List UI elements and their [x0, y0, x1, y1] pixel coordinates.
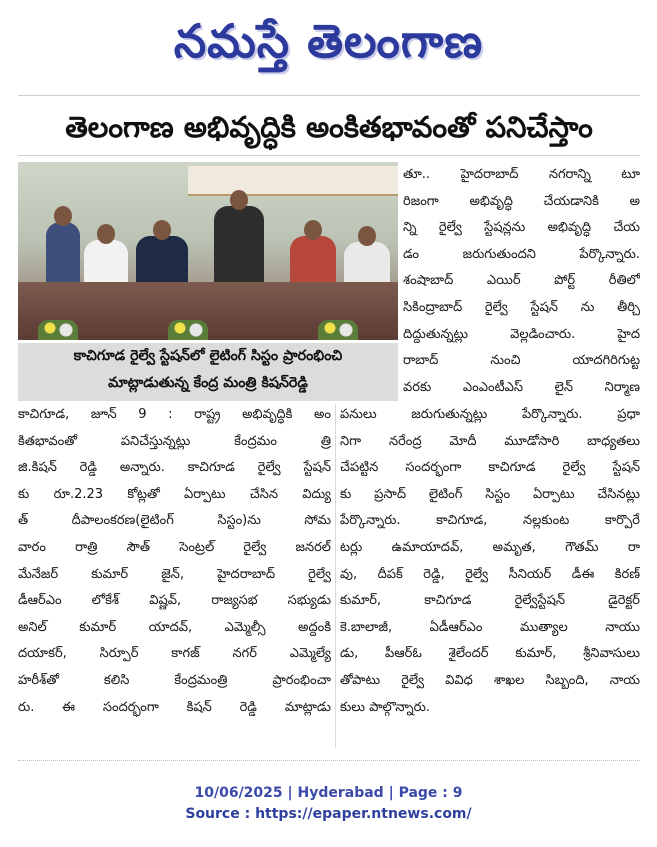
text-line: దయాకర్, సిర్పూర్ కాగజ్ నగర్ ఎమ్మెల్యే [18, 646, 331, 662]
text-line: నిగా నరేంద్ర మోదీ మూడోసారి బాధ్యతలు [340, 433, 640, 449]
text-line: కాచిగూడ, జూన్ 9 : రాష్ట్ర అభివృద్ధికి అం [18, 407, 331, 422]
article-column-right-bottom [340, 402, 640, 721]
text-line: వరకు ఎంఎంటీఎస్ లైన్ నిర్మాణ [403, 379, 640, 395]
text-line: కె.బాలాజీ, ఏడీఆర్ఎం ముత్యాల నాయు [340, 619, 640, 635]
text-line: అనిల్ కుమార్ యాదవ్, ఎమ్మెల్సీ అద్దంకి [18, 619, 331, 635]
flower-decoration [318, 320, 358, 340]
text-line: జి.కిషన్ రెడ్డి అన్నారు. కాచిగూడ రైల్వే స్టేషన్ [18, 460, 331, 476]
text-line: సికింద్రాబాద్ రైల్వే స్టేషన్ ను తీర్చి [403, 299, 640, 315]
column-divider [335, 404, 336, 748]
text-line: పేర్కొన్నారు. కాచిగూడ, నల్లకుంట కార్పొరే [340, 513, 640, 529]
text-line: డం జరుగుతుందని పేర్కొన్నారు. [403, 246, 640, 262]
headline-divider [18, 155, 640, 156]
text-line: పనులు జరుగుతున్నట్లు పేర్కొన్నారు. ప్రధా [340, 407, 640, 422]
text-line: త్ దీపాలంకరణ(లైటింగ్ సిస్టం)ను సోమ [18, 513, 331, 529]
flower-decoration [38, 320, 78, 340]
text-line: మేనేజర్ కుమార్ జైన్, హైదరాబాద్ రైల్వే [18, 566, 331, 582]
text-line: డు, పీఆర్ఓ శైలేందర్ కుమార్, శ్రీనివాసులు [340, 646, 640, 662]
text-line: వు, దీపక్ రెడ్డి, రైల్వే సీనియర్ డీఈ కిరణ్ [340, 566, 640, 582]
article-headline: తెలంగాణ అభివృద్ధికి అంకితభావంతో పనిచేస్తాం [65, 110, 593, 144]
footer-dateline: 10/06/2025 | Hyderabad | Page : 9 [194, 785, 463, 801]
text-line: కులు పాల్గొన్నారు. [340, 699, 431, 715]
text-line: తూ.. హైదరాబాద్ నగరాన్ని టూ [403, 167, 640, 182]
text-line: కుమార్, కాచిగూడ రైల్వేస్టేషన్ డైరెక్టర్ [340, 593, 640, 609]
text-line: రాబాద్ నుంచి యాదగిరిగుట్ట [403, 353, 640, 369]
caption-line: మాట్లాడుతున్న కేంద్ర మంత్రి కిషన్‌రెడ్డి [108, 375, 308, 391]
article-column-left [18, 402, 331, 721]
caption-line: కాచిగూడ రైల్వే స్టేషన్‌లో లైటింగ్ సిస్టం ప్రారంభించి [73, 348, 343, 364]
text-line: రు. ఈ సందర్భంగా కిషన్ రెడ్డి మాట్లాడు [18, 699, 331, 715]
text-line: కితభావంతో పనిచేస్తున్నట్లు కేంద్రమం త్రి [18, 433, 331, 449]
article-photo [18, 162, 398, 340]
newspaper-logo: నమస్తే తెలంగాణ [173, 14, 484, 68]
masthead [0, 6, 657, 80]
text-line: వారం రాత్రి సౌత్ సెంట్రల్ రైల్వే జనరల్ [18, 539, 331, 555]
text-line: చేపట్టిన సందర్భంగా కాచిగూడ రైల్వే స్టేషన్ [340, 460, 640, 476]
flower-decoration [168, 320, 208, 340]
text-line: హరీశ్‌తో కలిసి కేంద్రమంత్రి ప్రారంభించా [18, 672, 331, 688]
top-divider [18, 95, 640, 96]
text-line: తోపాటు రైల్వే వివిధ శాఖల సిబ్బంది, నాయ [340, 672, 640, 688]
photo-caption [18, 343, 398, 401]
article-column-right-top [403, 162, 640, 401]
text-line: టర్లు ఉమాయాదవ్, అమృత, గౌతమ్ రా [340, 539, 640, 555]
page-footer [0, 783, 657, 825]
event-banner [188, 166, 398, 196]
text-line: న్ని రైల్వే స్టేషన్లను అభివృద్ధి చేయ [403, 220, 640, 236]
text-line: కు ప్రసాద్ లైటింగ్ సిస్టం ఏర్పాటు చేసినట్లు [340, 486, 640, 502]
text-line: కు రూ.2.23 కోట్లతో ఏర్పాటు చేసిన విద్యు [18, 486, 331, 502]
bottom-divider [18, 760, 640, 767]
text-line: దిద్దుతున్నట్లు వెల్లడించారు. హైద [403, 326, 640, 342]
text-line: డీఆర్ఎం లోకేశ్ విష్ణవ్, రాజ్యసభ సభ్యుడు [18, 593, 331, 609]
footer-source: Source : https://epaper.ntnews.com/ [185, 806, 472, 822]
text-line: రిజంగా అభివృద్ధి చేయడానికి అ [403, 193, 640, 209]
text-line: శంషాబాద్ ఎయిర్ పోర్ట్ రీతిలో [403, 273, 640, 289]
